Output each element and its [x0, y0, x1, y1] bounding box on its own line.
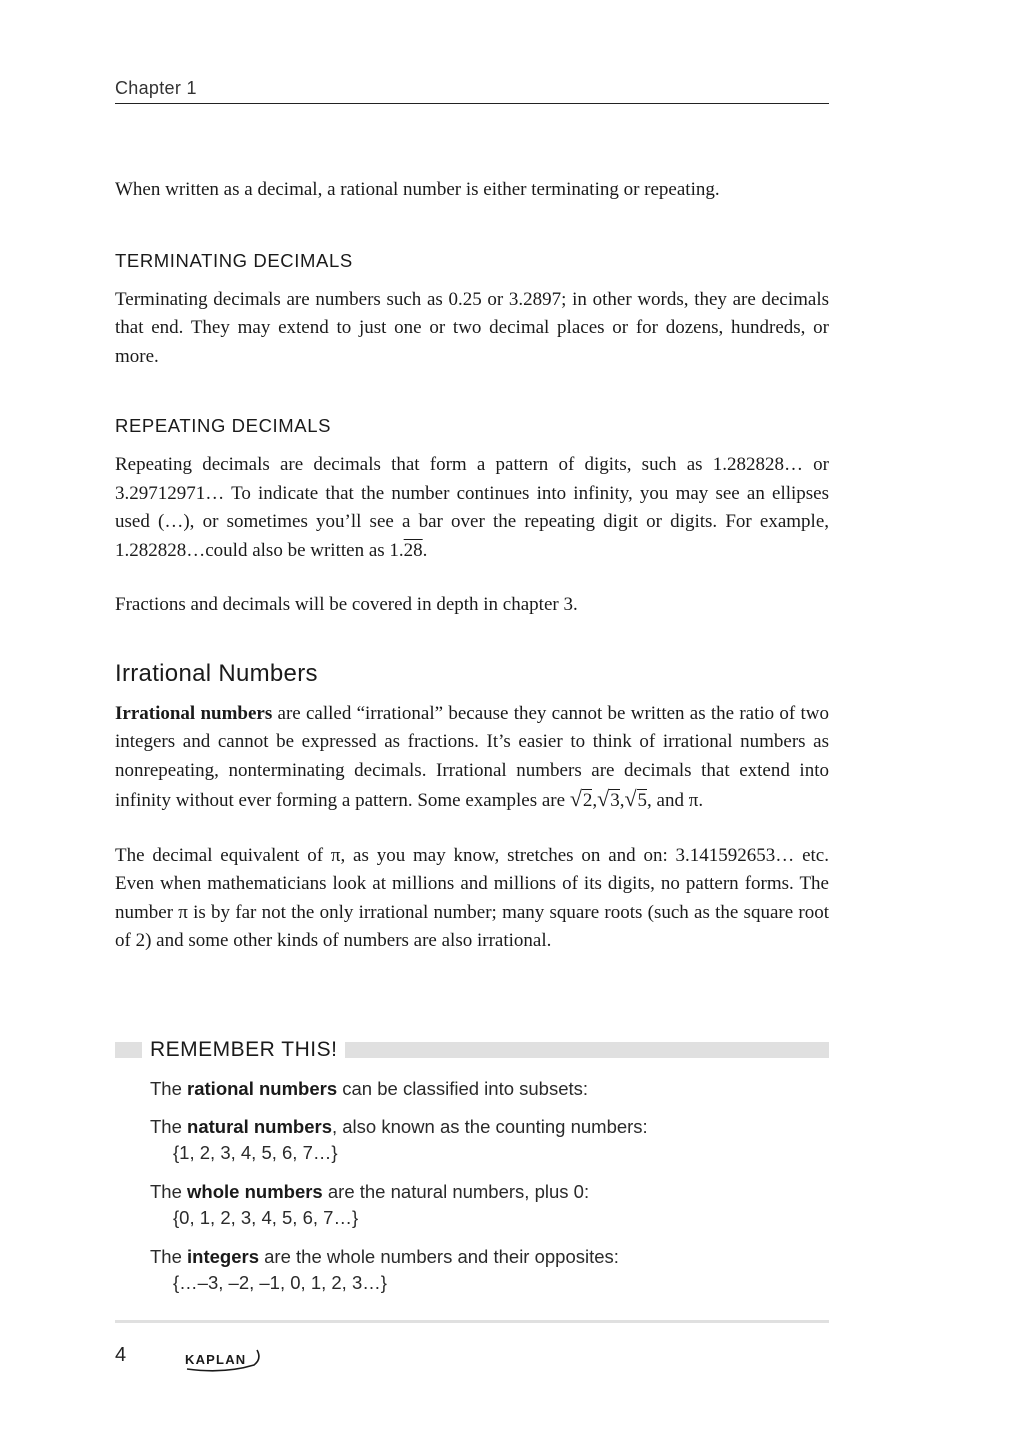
callout-item: The whole numbers are the natural numbers, plus 0: {0, 1, 2, 3, 4, 5, 6, 7…}: [150, 1179, 829, 1231]
kaplan-logo-text: KAPLAN: [185, 1352, 247, 1367]
natural-numbers-set: {1, 2, 3, 4, 5, 6, 7…}: [173, 1142, 338, 1163]
page-number: 4: [115, 1344, 127, 1366]
irrational-paragraph: Irrational numbers are called “irrational” because they cannot be written as the ratio of two integers and cannot be expressed as fractions. It’s easier to think of irrational numbers as nonrepeating, nonterminating decimals. Irrational numbers are decimals that extend into infinity without ever forming a pattern. Some examples are √2,√3,√5, and π.: [115, 702, 830, 811]
callout-item: The natural numbers, also known as the counting numbers: {1, 2, 3, 4, 5, 6, 7…}: [150, 1114, 829, 1166]
terminating-paragraph: Terminating decimals are numbers such as 0.25 or 3.2897; in other words, they are decimals that end. They may extend to just one or two decimal places or for dozens, hundreds, or more.: [115, 288, 829, 367]
fractions-note: Fractions and decimals will be covered in depth in chapter 3.: [115, 594, 578, 615]
sqrt-2: √2: [569, 786, 593, 811]
callout-title-bar: [115, 1038, 829, 1062]
pi-paragraph: The decimal equivalent of π, as you may know, stretches on and on: 3.141592653… etc. Even when mathematicians look at millions and millions of its digits, no pattern forms. The number π is by far not the only irrational number; many square roots (such as the square root of 2) and some other kinds of numbers are also irrational.: [115, 844, 829, 951]
chapter-label: Chapter 1: [115, 78, 197, 98]
repeating-example-end: .: [422, 539, 428, 561]
callout-item: The rational numbers can be classified into subsets:: [150, 1078, 589, 1099]
intro-paragraph: When written as a decimal, a rational number is either terminating or repeating.: [115, 179, 720, 200]
repeating-paragraph: [115, 451, 829, 565]
remember-callout: [115, 1038, 829, 1296]
callout-bar-left: [115, 1042, 142, 1058]
irrational-heading: Irrational Numbers: [115, 659, 318, 687]
terminating-heading: TERMINATING DECIMALS: [115, 249, 353, 271]
sqrt-5: √5: [624, 786, 648, 811]
repeating-example-bar: 28: [403, 539, 423, 561]
repeating-heading: REPEATING DECIMALS: [115, 415, 332, 436]
callout-title: REMEMBER THIS!: [150, 1038, 338, 1061]
irrational-text: are called “irrational” because they cannot be written as the ratio of two integers and cannot be expressed as fractions. It’s easier to think of irrational numbers as nonrepeating, nonterminating decimals. Irrational numbers are decimals that extend into infinity without ever forming a pattern. Some examples are: [115, 702, 830, 811]
sqrt-3: √3: [597, 786, 620, 811]
running-head: [115, 78, 829, 104]
irrational-tail: , and π.: [647, 790, 704, 811]
irrational-term: Irrational numbers: [115, 702, 273, 724]
repeating-example-whole: 1.: [389, 539, 404, 561]
callout-bar-right: [345, 1042, 829, 1058]
integers-set: {…–3, –2, –1, 0, 1, 2, 3…}: [173, 1272, 387, 1293]
callout-item: The integers are the whole numbers and their opposites: {…–3, –2, –1, 0, 1, 2, 3…}: [150, 1244, 829, 1296]
callout-bottom-rule: [115, 1320, 829, 1323]
main-content: [115, 176, 829, 956]
kaplan-logo: [184, 1347, 264, 1375]
repeating-text: Repeating decimals are decimals that form a pattern of digits, such as 1.282828… or 3.29712971… To indicate that the number continues into infinity, you may see an ellipses used (…), or sometimes you’ll see a bar over the repeating digit or digits. For example, 1.282828…could also be written as: [115, 454, 829, 561]
whole-numbers-set: {0, 1, 2, 3, 4, 5, 6, 7…}: [173, 1207, 359, 1228]
callout-body: [115, 1076, 829, 1296]
